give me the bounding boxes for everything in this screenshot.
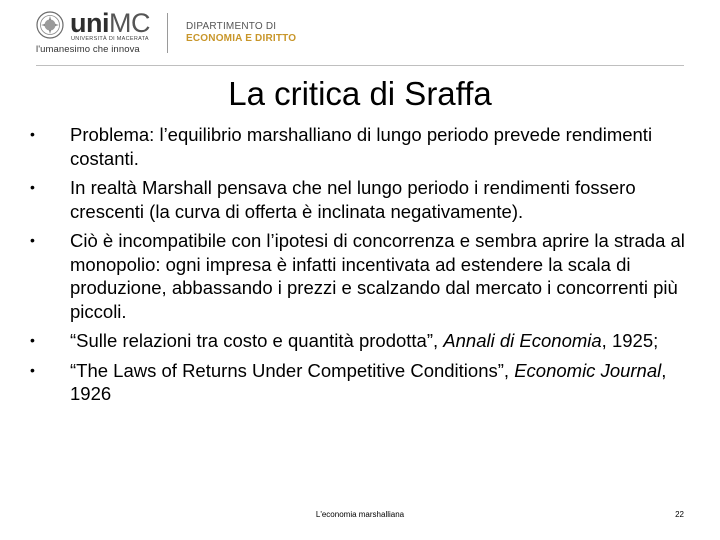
bullet-text-italic: Economic Journal xyxy=(514,359,662,381)
header xyxy=(0,0,720,66)
bullet-text xyxy=(70,359,687,406)
bullet-text xyxy=(70,123,687,170)
department-label: DIPARTIMENTO DI xyxy=(186,21,277,32)
page-number: 22 xyxy=(675,510,684,519)
bullet-text-segment: Ciò è incompatibile con l’ipotesi di concorrenza e sembra aprire la strada al monopolio: ogni impresa è infatti incentivata ad estendere la scala di produzione, abbassando i prezzi e scalzando dal mercato i concorrenti più piccoli. xyxy=(70,230,685,322)
bullet-text-segment: , 1925; xyxy=(601,330,659,351)
slide-title: La critica di Sraffa xyxy=(228,75,492,112)
bullet-list xyxy=(27,123,687,412)
bullet-text xyxy=(70,329,687,353)
tagline: l'umanesimo che innova xyxy=(36,44,140,55)
brand-logo xyxy=(70,8,150,38)
bullet-dot-icon: • xyxy=(30,332,35,348)
bullet-text-segment: , 1926 xyxy=(70,359,667,404)
department-name: ECONOMIA E DIRITTO xyxy=(186,33,297,44)
bullet-text-segment: In realtà Marshall pensava che nel lungo periodo i rendimenti fossero crescenti (la curva di offerta è inclinata negativamente). xyxy=(70,177,636,222)
bullet-text-italic: Annali di Economia xyxy=(443,330,602,351)
brand-main: uni xyxy=(70,8,109,38)
bullet-dot-icon: • xyxy=(30,232,35,248)
bullet-item xyxy=(27,229,687,323)
header-rule xyxy=(36,65,684,66)
bullet-dot-icon: • xyxy=(30,361,35,378)
bullet-text-segment: “The Laws of Returns Under Competitive Conditions”, xyxy=(70,359,515,381)
bullet-text-segment: Problema: l’equilibrio marshalliano di lungo periodo prevede rendimenti costanti. xyxy=(70,124,653,169)
brand-suffix: MC xyxy=(109,8,150,38)
bullet-item xyxy=(27,329,687,353)
footer-title: L'economia marshalliana xyxy=(315,510,405,519)
bullet-dot-icon: • xyxy=(30,126,35,142)
bullet-text xyxy=(70,176,687,223)
bullet-text-segment: “Sulle relazioni tra costo e quantità prodotta”, xyxy=(70,330,444,351)
brand-subtitle: UNIVERSITÀ DI MACERATA xyxy=(71,36,149,42)
bullet-item xyxy=(27,176,687,223)
bullet-dot-icon: • xyxy=(30,179,35,195)
university-seal-icon xyxy=(36,11,64,39)
header-divider xyxy=(167,13,168,53)
bullet-item xyxy=(27,359,687,406)
bullet-text xyxy=(70,229,687,323)
bullet-item xyxy=(27,123,687,170)
